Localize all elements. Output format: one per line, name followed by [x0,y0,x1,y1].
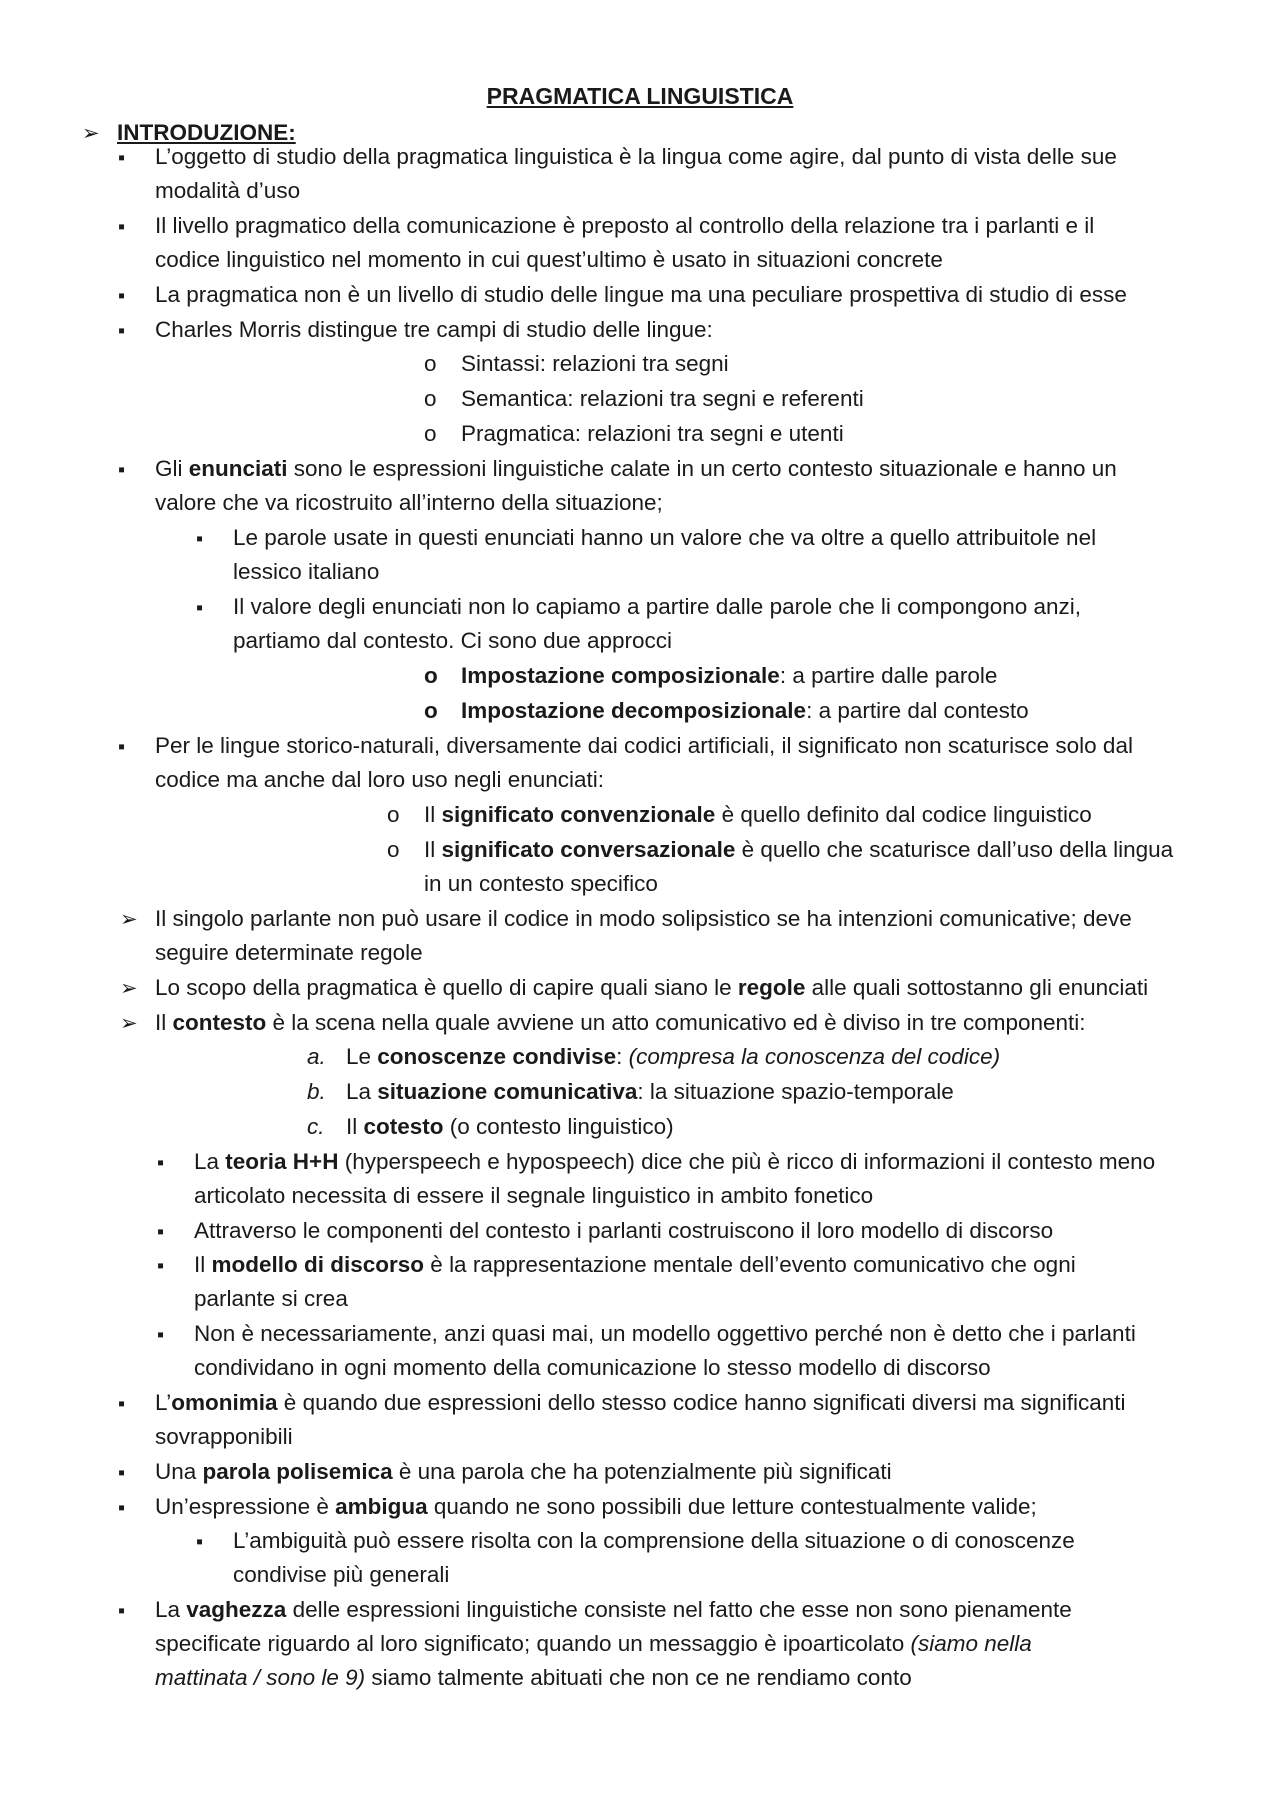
text-line: Il livello pragmatico della comunicazione è preposto al controllo della relazione tra i parlanti e il [155,213,1095,238]
square-bullet-icon [118,1490,125,1526]
text-line: Charles Morris distingue tre campi di studio delle lingue: [155,317,713,342]
text-line: La teoria H+H (hyperspeech e hypospeech) dice che più è ricco di informazioni il contesto meno [194,1149,1156,1174]
circle-bullet-icon [424,382,437,417]
text-line: Lo scopo della pragmatica è quello di capire quali siano le regole alle quali sottostanno gli enunciati [155,975,1149,1000]
square-bullet-icon [118,278,125,314]
square-bullet-icon [118,1386,125,1422]
square-bullet-icon [118,1455,125,1491]
circle-bullet-icon [387,833,400,868]
text-line: L’ambiguità può essere risolta con la comprensione della situazione o di conoscenze [233,1528,1075,1553]
circle-bullet-icon [424,347,437,382]
text-line: Non è necessariamente, anzi quasi mai, un modello oggettivo perché non è detto che i parlanti [194,1321,1136,1346]
section-heading: INTRODUZIONE: [117,120,296,145]
circle-bullet-icon [424,417,437,452]
text-line: specificate riguardo al loro significato; quando un messaggio è ipoarticolato (siamo nella [155,1631,1032,1656]
text-line: condividano in ogni momento della comunicazione lo stesso modello di discorso [194,1355,991,1380]
square-bullet-icon [118,209,125,245]
circle-bullet-icon [424,659,438,694]
square-bullet-icon [196,521,203,557]
text-line: Una parola polisemica è una parola che ha potenzialmente più significati [155,1459,892,1484]
square-bullet-icon [157,1248,164,1284]
arrow-bullet-icon [120,902,138,938]
circle-bullet-icon [387,798,400,833]
arrow-bullet-icon [82,116,100,152]
page-title: PRAGMATICA LINGUISTICA [486,83,794,109]
text-line: Attraverso le componenti del contesto i parlanti costruiscono il loro modello di discorso [194,1218,1054,1243]
square-bullet-icon [118,140,125,176]
text-line: Il significato convenzionale è quello definito dal codice linguistico [424,802,1092,827]
text-line: Gli enunciati sono le espressioni linguistiche calate in un certo contesto situazionale e hanno un [155,456,1117,481]
text-line: Il valore degli enunciati non lo capiamo a partire dalle parole che li compongono anzi, [233,594,1082,619]
text-line: Impostazione composizionale: a partire dalle parole [461,663,998,688]
text-line: Pragmatica: relazioni tra segni e utenti [461,421,844,446]
text-line: Le conoscenze condivise: (compresa la conoscenza del codice) [346,1044,1001,1069]
list-letter: a. [307,1044,326,1069]
text-line: in un contesto specifico [424,871,658,896]
text-line: Le parole usate in questi enunciati hanno un valore che va oltre a quello attribuitole nel [233,525,1097,550]
square-bullet-icon [118,313,125,349]
text-line: codice ma anche dal loro uso negli enunciati: [155,767,605,792]
text-line: Semantica: relazioni tra segni e referenti [461,386,864,411]
square-bullet-icon [157,1214,164,1250]
arrow-bullet-icon [120,971,138,1007]
text-line: La vaghezza delle espressioni linguistiche consiste nel fatto che esse non sono pienamente [155,1597,1072,1622]
square-bullet-icon [196,1524,203,1560]
text-line: partiamo dal contesto. Ci sono due approcci [233,628,673,653]
square-bullet-icon [157,1317,164,1353]
square-bullet-icon [157,1145,164,1181]
text-line: L’oggetto di studio della pragmatica linguistica è la lingua come agire, dal punto di vista delle sue [155,144,1117,169]
square-bullet-icon [196,590,203,626]
text-line: valore che va ricostruito all’interno della situazione; [155,490,663,515]
circle-bullet-icon [424,694,438,729]
text-line: Il contesto è la scena nella quale avviene un atto comunicativo ed è diviso in tre componenti: [155,1010,1086,1035]
square-bullet-icon [118,1593,125,1629]
text-line: Il cotesto (o contesto linguistico) [346,1114,674,1139]
text-line: modalità d’uso [155,178,301,203]
text-line: Il modello di discorso è la rappresentazione mentale dell’evento comunicativo che ogni [194,1252,1076,1277]
text-line: articolato necessita di essere il segnale linguistico in ambito fonetico [194,1183,874,1208]
text-line: Il significato conversazionale è quello che scaturisce dall’uso della lingua [424,837,1174,862]
text-line: condivise più generali [233,1562,450,1587]
text-line: seguire determinate regole [155,940,423,965]
square-bullet-icon [118,729,125,765]
text-line: L’omonimia è quando due espressioni dello stesso codice hanno significati diversi ma significanti [155,1390,1126,1415]
text-line: parlante si crea [194,1286,348,1311]
list-letter: b. [307,1079,326,1104]
text-line: lessico italiano [233,559,380,584]
text-line: Il singolo parlante non può usare il codice in modo solipsistico se ha intenzioni comunicative; deve [155,906,1132,931]
text-line: Un’espressione è ambigua quando ne sono possibili due letture contestualmente valide; [155,1494,1037,1519]
square-bullet-icon [118,452,125,488]
text-line: mattinata / sono le 9) siamo talmente abituati che non ce ne rendiamo conto [155,1665,912,1690]
text-line: Sintassi: relazioni tra segni [461,351,729,376]
text-line: Per le lingue storico-naturali, diversamente dai codici artificiali, il significato non scaturisce solo dal [155,733,1133,758]
text-line: codice linguistico nel momento in cui quest’ultimo è usato in situazioni concrete [155,247,943,272]
text-line: La pragmatica non è un livello di studio delle lingue ma una peculiare prospettiva di studio di esse [155,282,1127,307]
text-line: La situazione comunicativa: la situazione spazio-temporale [346,1079,954,1104]
list-letter: c. [307,1114,325,1139]
arrow-bullet-icon [120,1006,138,1042]
text-line: Impostazione decomposizionale: a partire dal contesto [461,698,1029,723]
text-line: sovrapponibili [155,1424,293,1449]
